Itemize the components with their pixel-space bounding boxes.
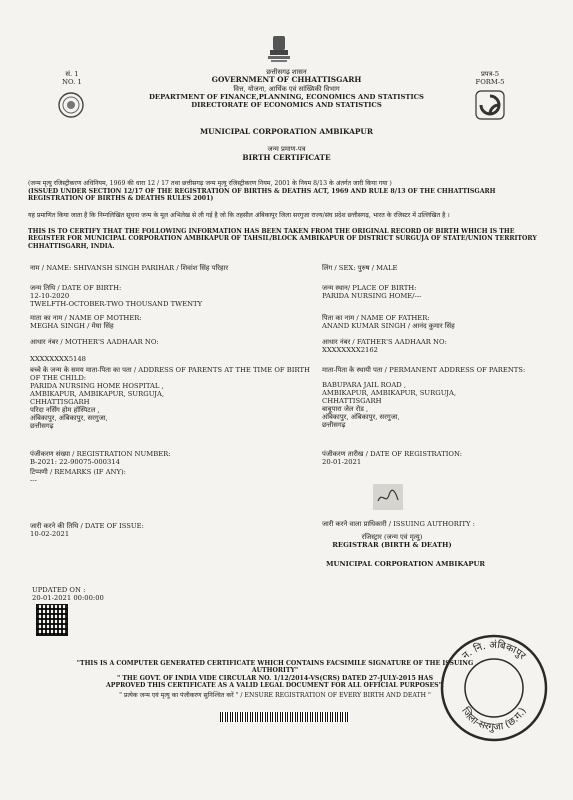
qr-code [36,604,68,636]
directorate: DIRECTORATE OF ECONOMICS AND STATISTICS [191,100,382,109]
municipal-heading: MUNICIPAL CORPORATION AMBIKAPUR [200,127,373,136]
reg-no-value: B-2021: 22-90075-000314 [30,458,120,466]
issue-date-value: 10-02-2021 [30,530,70,538]
issued-hi: (जन्म मृत्यु रजिस्ट्रीकरण अधिनियम, 1969 की धारा 12 / 17 तथा छत्तीसगढ़ जन्म मृत्यु रजिस्ट्रीकरण नियम, 2001 के नियम 8/13 के अंतर्गत जारी किया गया ) [28,180,392,187]
govt-hi: छत्तीसगढ़ शासन [266,68,307,76]
barcode [220,712,350,722]
father-value: ANAND KUMAR SINGH / आनंद कुमार सिंह [322,322,455,330]
signature-image [373,484,403,510]
registrar-hi: रजिस्ट्रार (जन्म एवं मृत्यु) [361,533,423,541]
govt-en: GOVERNMENT OF CHHATTISGARH [211,75,362,84]
page-title: BIRTH CERTIFICATE [242,153,331,162]
dob-value: 12-10-2020 [30,292,70,300]
serial-hi: सं. 1 [65,70,79,78]
pob-value: PARIDA NURSING HOME/--- [322,292,422,300]
addr-perm-line2: AMBIKAPUR, AMBIKAPUR, SURGUJA, [322,389,457,397]
addr-birth-line1: PARIDA NURSING HOME HOSPITAL , [30,382,164,390]
updated-value: 20-01-2021 00:00:00 [32,594,104,602]
addr-birth-line3: CHHATTISGARH [30,398,90,406]
authority-org: MUNICIPAL CORPORATION AMBIKAPUR [326,560,486,568]
certify-hi: यह प्रमाणित किया जाता है कि निम्नलिखित सूचना जन्म के मूल अभिलेख से ली गई है जो कि तहसील अंबिकापुर जिला सरगुजा राज्य/संघ प्रदेश छत्तीसगढ़, भारत के रजिस्टर में उल्लिखित है । [28,212,450,219]
official-seal-stamp [438,632,550,744]
certify-en: THIS IS TO CERTIFY THAT THE FOLLOWING INFORMATION HAS BEEN TAKEN FROM THE ORIGINAL RECORD OF BIRTH WHICH IS THE REGISTER FOR MUNICIPAL CORPORATION AMBIKAPUR OF TAHSIL/BLOCK AMBIKAPUR OF DISTRICT SURGUJA OF STATE/UNION TERRITORY CHHATTISGARH, INDIA. [28,228,537,250]
father-label: पिता का नाम / NAME OF FATHER: [322,314,430,322]
dob-label: जन्म तिथि / DATE OF BIRTH: [30,284,122,292]
sex-field: लिंग / SEX: पुरुष / MALE [322,264,398,272]
name-field: नाम / NAME: SHIVANSH SINGH PARIHAR / शिवांश सिंह परिहार [30,264,229,272]
addr-birth-line4: परिदा नर्सिंग होम हॉस्पिटल , [30,406,100,414]
dob-words: TWELFTH-OCTOBER-TWO THOUSAND TWENTY [30,300,203,308]
addr-birth-label: बच्चे के जन्म के समय माता-पिता का पता / ADDRESS OF PARENTS AT THE TIME OF BIRTH OF THE CHILD: [30,366,310,382]
reg-date-value: 20-01-2021 [322,458,362,466]
seal-text-bottom: जिला-सरगुजा (छ.ग.) [459,705,529,734]
state-logo-icon [58,92,84,118]
issue-date-label: जारी करने की तिथि / DATE OF ISSUE: [30,522,144,530]
form-en: FORM-5 [475,78,505,86]
addr-perm-line1: BABUPARA JAIL ROAD , [322,381,407,389]
mother-value: MEGHA SINGH / मेघा सिंह [30,322,114,330]
remarks-label: टिप्पणी / REMARKS (IF ANY): [30,468,126,476]
addr-birth-line6: छत्तीसगढ़ [30,422,54,430]
addr-birth-line2: AMBIKAPUR, AMBIKAPUR, SURGUJA, [30,390,165,398]
seal-text-top: न. नि. अंबिकापुर [460,639,528,662]
footer-line3: APPROVED THIS CERTIFICATE AS A VALID LEGAL DOCUMENT FOR ALL OFFICIAL PURPOSES". [105,682,445,690]
addr-birth-line5: अंबिकापुर, अंबिकापुर, सरगुजा, [30,414,108,422]
crs-logo-icon [475,90,505,120]
addr-perm-line4: बाबूपारा जेल रोड , [322,405,369,413]
father-aadhaar-label: आधार नंबर / FATHER'S AADHAAR NO: [322,338,447,346]
addr-perm-line6: छत्तीसगढ़ [322,421,346,429]
footer-line1: "THIS IS A COMPUTER GENERATED CERTIFICATE WHICH CONTAINS FACSIMILE SIGNATURE OF THE ISSUING AUTHORITY" [76,660,474,675]
registrar-en: REGISTRAR (BIRTH & DEATH) [332,541,452,549]
issued-en: (ISSUED UNDER SECTION 12/17 OF THE REGISTRATION OF BIRTHS & DEATHS ACT, 1969 AND RULE 8/13 OF THE CHHATTISGARH REGISTRATION OF BIRTHS & DEATHS RULES 2001) [28,188,496,203]
mother-label: माता का नाम / NAME OF MOTHER: [30,314,142,322]
footer-line2: " THE GOVT. OF INDIA VIDE CIRCULAR NO. 1/12/2014-VS(CRS) DATED 27-JULY-2015 HAS [116,674,434,682]
pob-label: जन्म स्थान/ PLACE OF BIRTH: [322,284,417,292]
updated-label: UPDATED ON : [32,586,86,594]
dept-hi: वित्त, योजना, आर्थिक एवं सांख्यिकी विभाग [233,84,340,93]
mother-aadhaar-label: आधार नंबर / MOTHER'S AADHAAR NO: [30,338,159,346]
national-emblem-icon [266,34,292,64]
footer-line4: " प्रत्येक जन्म एवं मृत्यु का पंजीकरण सुनिश्चित करें " / ENSURE REGISTRATION OF EVERY BIRTH AND DEATH " [119,692,431,699]
reg-date-label: पंजीकरण तारीख / DATE OF REGISTRATION: [322,450,462,458]
dept-en: DEPARTMENT OF FINANCE,PLANNING, ECONOMICS AND STATISTICS [149,92,424,101]
father-aadhaar-value: XXXXXXXX2162 [322,346,379,354]
authority-label: जारी करने वाला प्राधिकारी / ISSUING AUTHORITY : [322,520,475,528]
addr-perm-label: माता-पिता के स्थायी पता / PERMANENT ADDRESS OF PARENTS: [322,366,526,374]
remarks-value: --- [30,476,37,484]
serial-en: NO. 1 [62,78,82,86]
reg-no-label: पंजीकरण संख्या / REGISTRATION NUMBER: [30,450,171,458]
mother-aadhaar-value: XXXXXXXX5148 [30,355,87,363]
addr-perm-line5: अंबिकापुर, अंबिकापुर, सरगुजा, [322,413,400,421]
form-hi: प्रपत्र-5 [480,70,500,78]
addr-perm-line3: CHHATTISGARH [322,397,382,405]
title-hi: जन्म प्रमाण-पत्र [267,145,306,153]
